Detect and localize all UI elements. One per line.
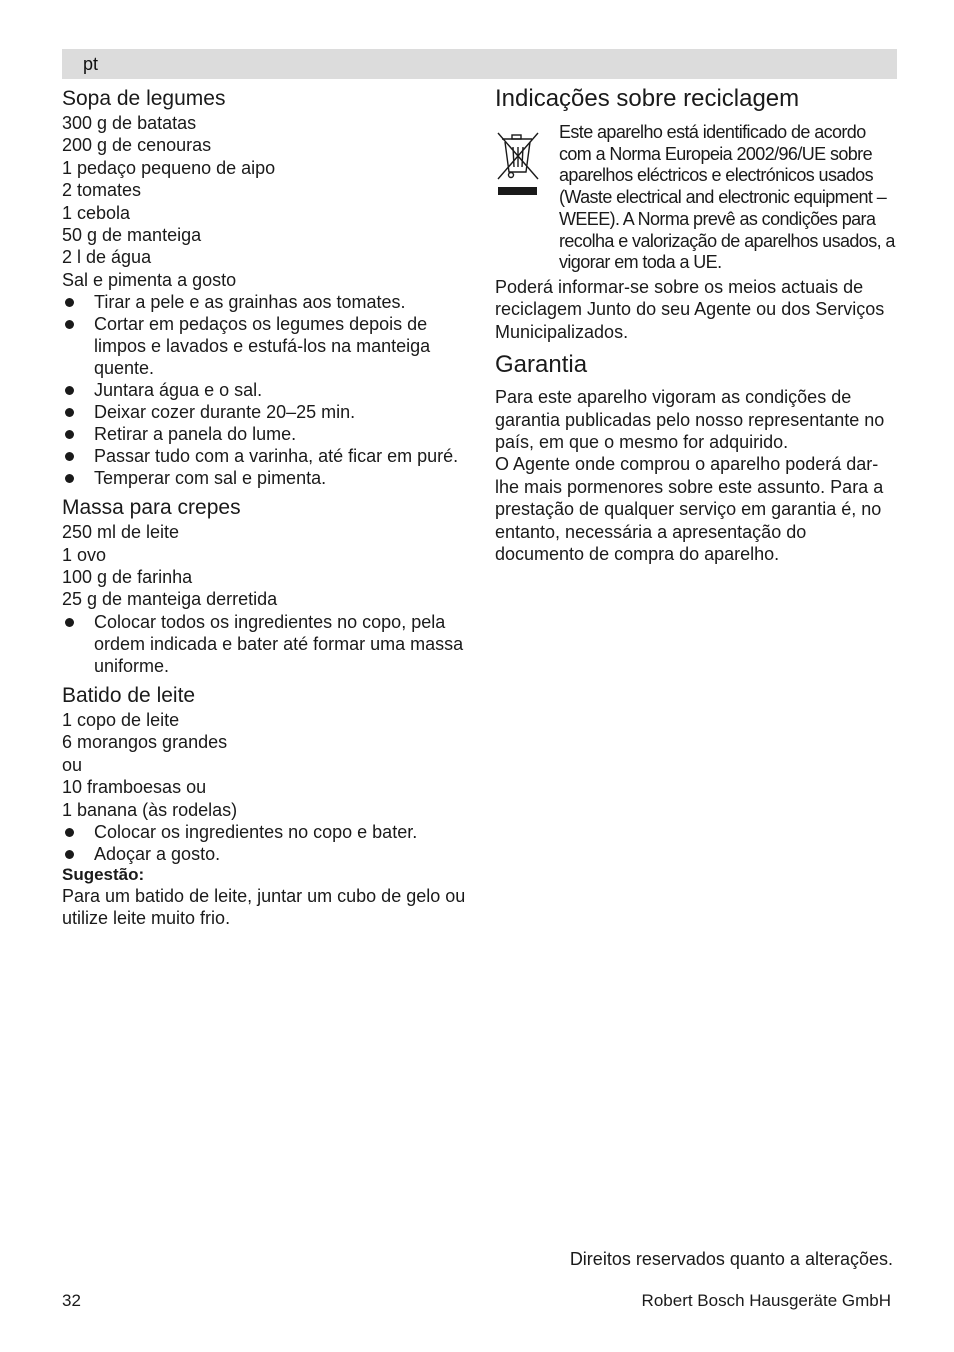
soup-title: Sopa de legumes: [62, 87, 226, 110]
ingredient: 1 copo de leite: [62, 709, 180, 730]
ingredient: 1 banana (às rodelas): [62, 799, 238, 820]
step-item: Adoçar a gosto.: [62, 843, 472, 865]
milkshake-steps: [62, 821, 472, 865]
step-item: Temperar com sal e pimenta.: [62, 467, 472, 489]
step-item: Deixar cozer durante 20–25 min.: [62, 401, 472, 423]
company-name: Robert Bosch Hausgeräte GmbH: [641, 1291, 891, 1310]
left-column: [62, 86, 472, 930]
step-item: Retirar a panela do lume.: [62, 423, 472, 445]
ingredient: 10 framboesas ou: [62, 777, 207, 798]
ingredient: 250 ml de leite: [62, 522, 180, 543]
step-item: Colocar os ingredientes no copo e bater.: [62, 821, 472, 843]
ingredient: 300 g de batatas: [62, 113, 197, 133]
warranty-title: Garantia: [495, 351, 588, 379]
step-item: Juntara água e o sal.: [62, 379, 472, 401]
crepes-ingredients: [62, 521, 472, 611]
tip-text: Para um batido de leite, juntar um cubo de gelo ou utilize leite muito frio.: [62, 885, 466, 929]
step-item: Colocar todos os ingredientes no copo, pela ordem indicada e bater até formar uma massa uniforme.: [62, 611, 472, 677]
language-code: pt: [83, 54, 99, 74]
milkshake-ingredients: [62, 709, 472, 821]
rights-reserved: Direitos reservados quanto a alterações.: [569, 1249, 893, 1269]
ingredient: 50 g de manteiga: [62, 225, 202, 246]
ingredient: ou: [62, 754, 83, 775]
tip-label: Sugestão:: [62, 864, 145, 884]
recycling-title: Indicações sobre reciclagem: [495, 85, 800, 112]
ingredient: 1 ovo: [62, 544, 107, 565]
step-item: Cortar em pedaços os legumes depois de limpos e lavados e estufá-los na manteiga quente.: [62, 313, 472, 379]
recycling-info: Poderá informar-se sobre os meios actuais de reciclagem Junto do seu Agente ou dos Serviços Municipalizados.: [495, 276, 885, 342]
warranty-text-1: Para este aparelho vigoram as condições de garantia publicadas pelo nosso representante no país, em que o mesmo for adquirido.: [495, 387, 885, 452]
weee-text: Este aparelho está identificado de acordo com a Norma Europeia 2002/96/UE sobre aparelhos eléctricos e electrónicos usados (Waste electrical and electronic equipment – WEEE). A Norma prevê as condições para recolha e valorização de aparelhos usados, a vigorar em toda a UE.: [559, 122, 895, 273]
ingredient: 1 pedaço pequeno de aipo: [62, 157, 276, 178]
soup-ingredients: [62, 112, 472, 291]
page-number: 32: [62, 1291, 81, 1310]
warranty-text-2: O Agente onde comprou o aparelho poderá dar-lhe mais pormenores sobre este assunto. Para a prestação de qualquer serviço em garantia é, no entanto, necessária a apresentação do documento de compra do aparelho.: [495, 454, 884, 564]
language-bar: [62, 49, 897, 79]
crepes-title: Massa para crepes: [62, 496, 241, 520]
crossed-out-wheelie-bin-icon: [495, 122, 559, 274]
ingredient: 1 cebola: [62, 202, 131, 223]
ingredient: 2 tomates: [62, 180, 142, 201]
crepes-steps: [62, 611, 472, 677]
ingredient: 2 l de água: [62, 247, 152, 268]
milkshake-title: Batido de leite: [62, 683, 196, 707]
ingredient: 100 g de farinha: [62, 567, 193, 588]
ingredient: Sal e pimenta a gosto: [62, 269, 237, 290]
step-item: Tirar a pele e as grainhas aos tomates.: [62, 291, 472, 313]
step-item: Passar tudo com a varinha, até ficar em puré.: [62, 445, 472, 467]
ingredient: 6 morangos grandes: [62, 732, 228, 753]
right-column: [495, 86, 900, 565]
weee-block: [495, 122, 900, 274]
ingredient: 25 g de manteiga derretida: [62, 589, 278, 610]
soup-steps: [62, 291, 472, 489]
ingredient: 200 g de cenouras: [62, 135, 212, 156]
